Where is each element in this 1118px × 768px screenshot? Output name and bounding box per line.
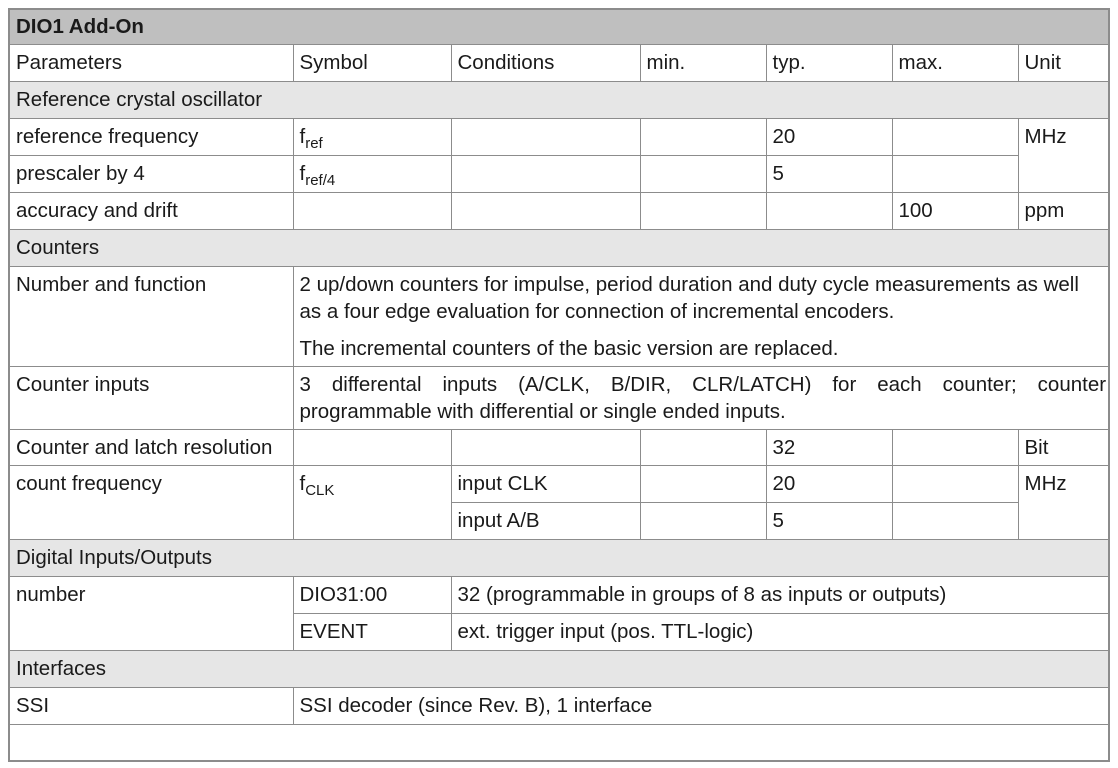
description-cell: ext. trigger input (pos. TTL-logic) [451, 614, 1110, 651]
unit-cell: MHz [1018, 466, 1110, 540]
description-note: The incremental counters of the basic version are replaced. [299, 337, 839, 360]
min-cell [640, 156, 766, 193]
symbol-cell [293, 193, 451, 230]
spec-table-frame [8, 8, 1110, 762]
max-cell [892, 119, 1018, 156]
symbol-cell [293, 466, 451, 540]
symbol-cell: EVENT [293, 614, 451, 651]
typ-cell: 5 [766, 503, 892, 540]
table-row [10, 193, 1110, 230]
symbol-subscript: ref/4 [305, 172, 336, 189]
table-row [10, 156, 1110, 193]
max-cell [892, 430, 1018, 466]
header-unit: Unit [1018, 45, 1110, 82]
min-cell [640, 193, 766, 230]
description-text: 2 up/down counters for impulse, period duration and duty cycle measurements as well as a four edge evaluation for connection of incremental encoders. [299, 273, 1079, 323]
description-cell: 3 differental inputs (A/CLK, B/DIR, CLR/LATCH) for each counter; counter programmable with differential or single ended inputs. [293, 367, 1110, 430]
typ-cell: 20 [766, 466, 892, 503]
title-row [10, 10, 1110, 45]
min-cell [640, 466, 766, 503]
conditions-cell [451, 193, 640, 230]
unit-cell: ppm [1018, 193, 1110, 230]
symbol-base: f [299, 162, 306, 185]
section-title: Digital Inputs/Outputs [10, 540, 1110, 577]
header-min: min. [640, 45, 766, 82]
symbol-subscript: CLK [305, 482, 335, 499]
min-cell [640, 430, 766, 466]
param-cell: number [10, 577, 293, 651]
max-cell: 100 [892, 193, 1018, 230]
description-cell: SSI decoder (since Rev. B), 1 interface [293, 688, 1110, 725]
section-row [10, 82, 1110, 119]
section-row [10, 540, 1110, 577]
table-row [10, 430, 1110, 466]
typ-cell: 5 [766, 156, 892, 193]
param-cell: Number and function [10, 267, 293, 367]
typ-cell [766, 193, 892, 230]
conditions-cell [451, 430, 640, 466]
symbol-cell [293, 430, 451, 466]
unit-cell: MHz [1018, 119, 1110, 193]
param-cell: Counter inputs [10, 367, 293, 430]
typ-cell: 32 [766, 430, 892, 466]
symbol-cell [293, 119, 451, 156]
min-cell [640, 119, 766, 156]
description-cell [293, 267, 1110, 367]
table-row [10, 267, 1110, 367]
header-typ: typ. [766, 45, 892, 82]
conditions-cell [451, 119, 640, 156]
param-cell: accuracy and drift [10, 193, 293, 230]
section-row [10, 651, 1110, 688]
section-row [10, 230, 1110, 267]
symbol-subscript: ref [305, 135, 323, 152]
param-cell: Counter and latch resolution [10, 430, 293, 466]
table-row [10, 577, 1110, 614]
header-row [10, 45, 1110, 82]
unit-cell: Bit [1018, 430, 1110, 466]
max-cell [892, 156, 1018, 193]
max-cell [892, 466, 1018, 503]
header-symbol: Symbol [293, 45, 451, 82]
param-cell: prescaler by 4 [10, 156, 293, 193]
symbol-cell: DIO31:00 [293, 577, 451, 614]
param-cell: SSI [10, 688, 293, 725]
header-max: max. [892, 45, 1018, 82]
description-cell: 32 (programmable in groups of 8 as inputs or outputs) [451, 577, 1110, 614]
conditions-cell: input A/B [451, 503, 640, 540]
conditions-cell: input CLK [451, 466, 640, 503]
symbol-base: f [299, 125, 306, 148]
section-title: Interfaces [10, 651, 1110, 688]
conditions-cell [451, 156, 640, 193]
max-cell [892, 503, 1018, 540]
spec-table [10, 10, 1110, 725]
section-title: Counters [10, 230, 1110, 267]
table-row [10, 688, 1110, 725]
min-cell [640, 503, 766, 540]
typ-cell: 20 [766, 119, 892, 156]
table-row [10, 367, 1110, 430]
symbol-cell [293, 156, 451, 193]
header-conditions: Conditions [451, 45, 640, 82]
param-cell: reference frequency [10, 119, 293, 156]
table-row [10, 119, 1110, 156]
symbol-base: f [299, 472, 306, 495]
table-row [10, 466, 1110, 503]
param-cell: count frequency [10, 466, 293, 540]
section-title: Reference crystal oscillator [10, 82, 1110, 119]
header-parameters: Parameters [10, 45, 293, 82]
table-title: DIO1 Add-On [10, 10, 1110, 45]
